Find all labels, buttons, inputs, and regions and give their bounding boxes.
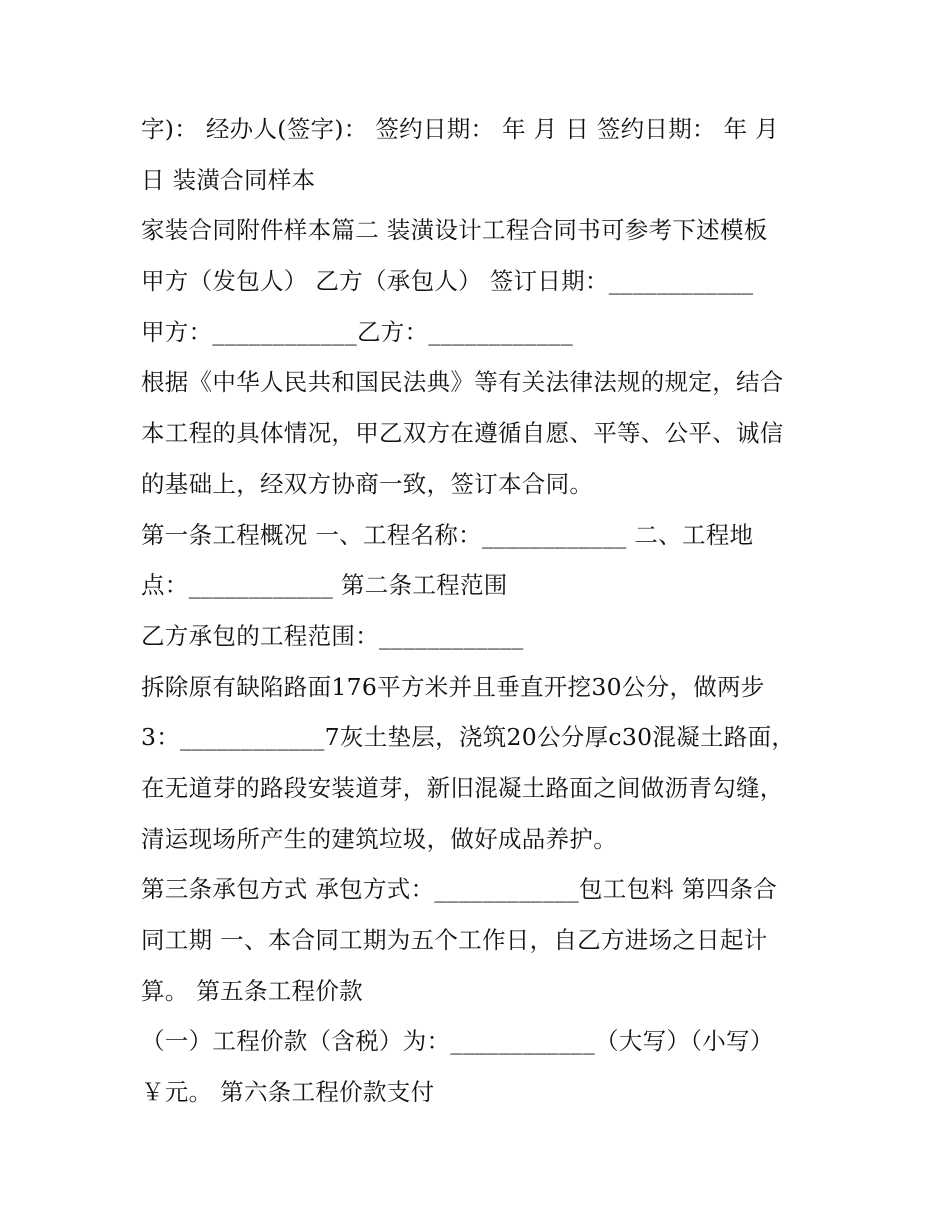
text-line: 第一条工程概况 一、工程名称：____________ 二、工程地 <box>141 520 754 549</box>
text-line: 拆除原有缺陷路面176平方米并且垂直开挖30公分，做两步 <box>141 672 765 701</box>
text-line: （一）工程价款（含税）为：____________（大写）（小写） <box>141 1027 774 1056</box>
text-line: 3：____________7灰土垫层，浇筑20公分厚c30混凝土路面， <box>141 723 796 752</box>
text-line: 日 装潢合同样本 <box>141 165 316 194</box>
text-line: 乙方承包的工程范围：____________ <box>141 621 524 650</box>
text-line: 字)： 经办人(签字)： 签约日期： 年 月 日 签约日期： 年 月 <box>141 115 779 143</box>
text-line: 第三条承包方式 承包方式：____________包工包料 第四条合 <box>141 875 778 904</box>
text-line: 甲方（发包人） 乙方（承包人） 签订日期：____________ <box>141 267 754 296</box>
contract-text <box>141 104 821 1118</box>
text-line: 甲方：____________乙方：____________ <box>141 317 573 346</box>
text-line: 算。 第五条工程价款 <box>141 976 363 1005</box>
text-line: 清运现场所产生的建筑垃圾，做好成品养护。 <box>141 824 617 853</box>
text-line: 的基础上，经双方协商一致，签订本合同。 <box>141 469 594 498</box>
text-line: 在无道芽的路段安装道芽，新旧混凝土路面之间做沥青勾缝， <box>141 773 784 802</box>
text-line: 家装合同附件样本篇二 装潢设计工程合同书可参考下述模板 <box>141 216 768 245</box>
text-line: 同工期 一、本合同工期为五个工作日，自乙方进场之日起计 <box>141 926 768 954</box>
text-line: ￥元。 第六条工程价款支付 <box>141 1078 435 1107</box>
text-line: 本工程的具体情况，甲乙双方在遵循自愿、平等、公平、诚信 <box>141 419 784 448</box>
text-line: 点：____________ 第二条工程范围 <box>141 571 508 600</box>
text-line: 根据《中华人民共和国民法典》等有关法律法规的规定，结合 <box>141 368 784 397</box>
